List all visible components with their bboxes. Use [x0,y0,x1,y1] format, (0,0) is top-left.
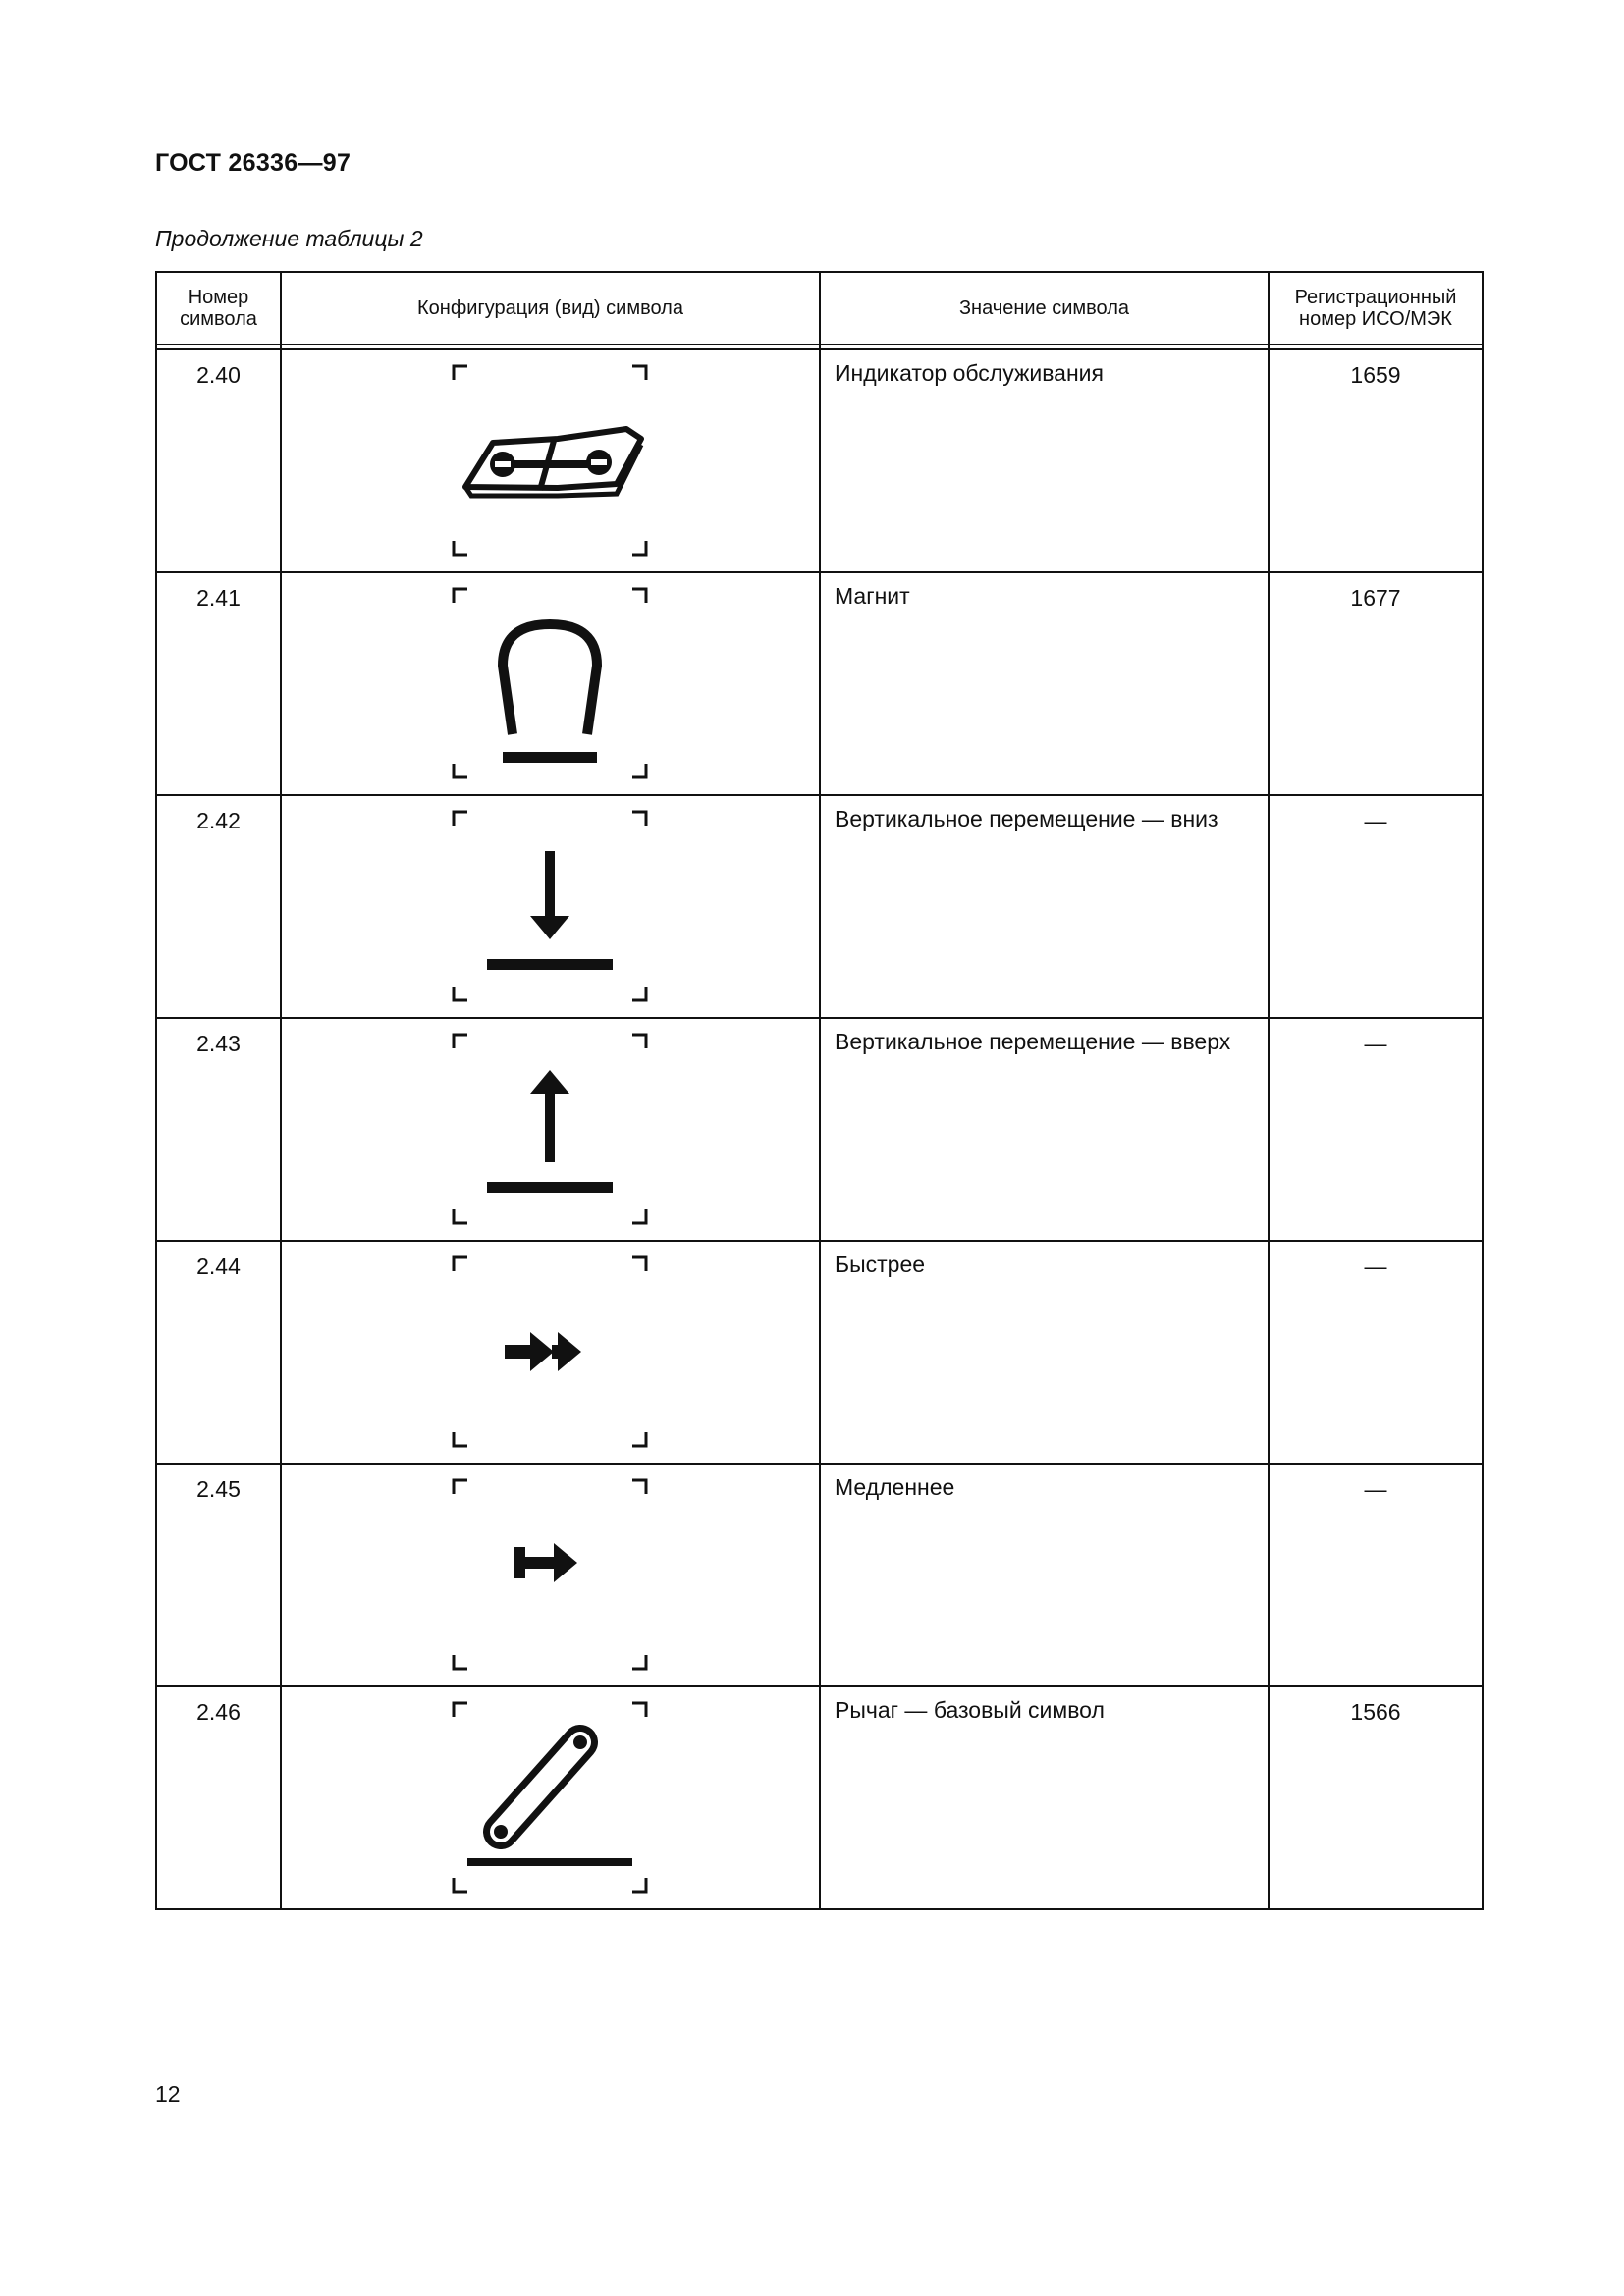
symbol-cell [281,1686,820,1909]
symbol-cell [281,572,820,795]
row-reg-number: — [1269,1464,1483,1686]
table-row [156,1464,1483,1686]
row-meaning: Быстрее [820,1241,1269,1464]
row-number: 2.40 [156,349,281,572]
row-meaning: Магнит [820,572,1269,795]
document-title: ГОСТ 26336—97 [155,149,352,177]
row-meaning: Вертикальное перемещение — вверх [820,1018,1269,1241]
row-number: 2.43 [156,1018,281,1241]
row-meaning: Рычаг — базовый символ [820,1686,1269,1909]
row-reg-number: 1677 [1269,572,1483,795]
table-row [156,1018,1483,1241]
symbol-cell [281,349,820,572]
column-header-meaning: Значение символа [820,272,1269,345]
symbol-cell [281,1241,820,1464]
table-caption: Продолжение таблицы 2 [155,226,423,251]
row-reg-number: 1659 [1269,349,1483,572]
column-header-symbol: Конфигурация (вид) символа [281,272,820,345]
row-meaning: Медленнее [820,1464,1269,1686]
slower-icon [452,1478,648,1671]
row-number: 2.46 [156,1686,281,1909]
table-row [156,1241,1483,1464]
table-row [156,1686,1483,1909]
row-reg-number: — [1269,1018,1483,1241]
symbol-cell [281,1464,820,1686]
row-number: 2.42 [156,795,281,1018]
lever-icon [452,1701,648,1894]
row-meaning: Индикатор обслуживания [820,349,1269,572]
faster-icon [452,1255,648,1448]
column-header-reg: Регистрационный номер ИСО/МЭК [1269,272,1483,345]
magnet-icon [452,587,648,779]
symbol-cell [281,795,820,1018]
row-number: 2.41 [156,572,281,795]
row-number: 2.45 [156,1464,281,1686]
row-reg-number: — [1269,1241,1483,1464]
row-number: 2.44 [156,1241,281,1464]
row-reg-number: — [1269,795,1483,1018]
service-indicator-icon [452,364,648,557]
symbol-cell [281,1018,820,1241]
symbols-table [155,271,1484,1910]
table-row [156,572,1483,795]
row-reg-number: 1566 [1269,1686,1483,1909]
row-meaning: Вертикальное перемещение — вниз [820,795,1269,1018]
move-up-icon [452,1033,648,1225]
page-number: 12 [155,2081,181,2107]
column-header-number: Номер символа [156,272,281,345]
move-down-icon [452,810,648,1002]
table-row [156,795,1483,1018]
table-row [156,349,1483,572]
